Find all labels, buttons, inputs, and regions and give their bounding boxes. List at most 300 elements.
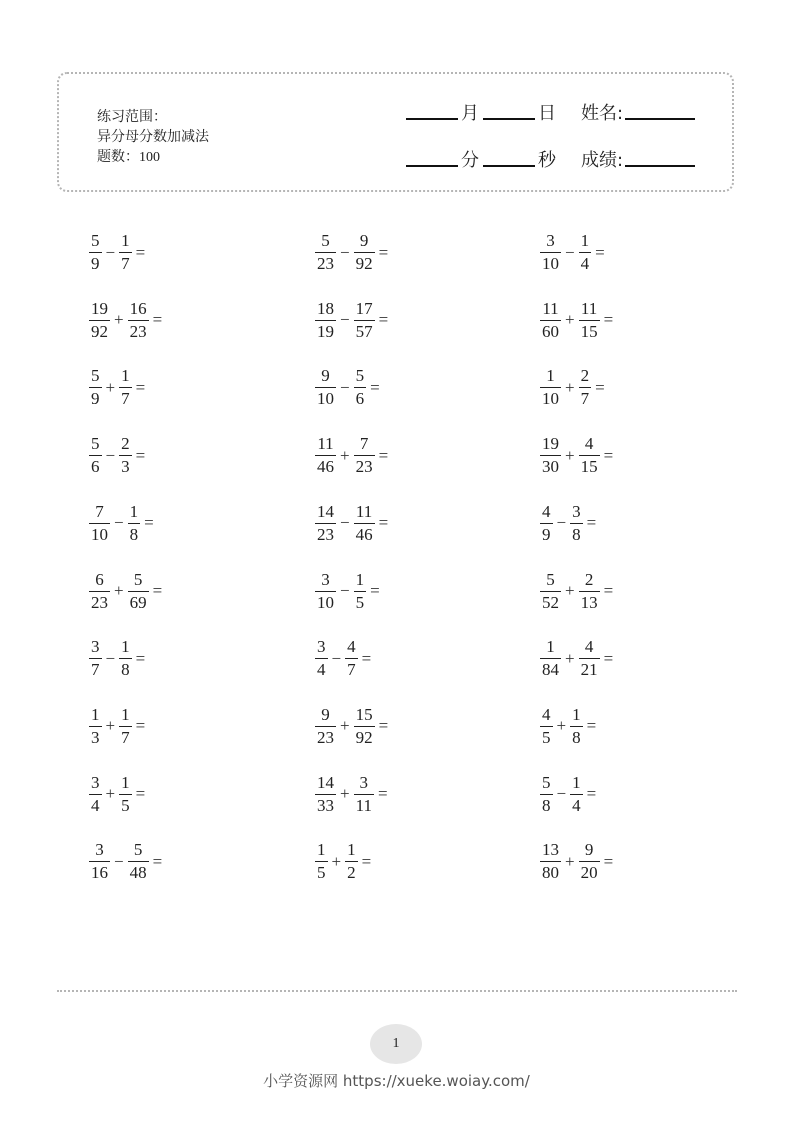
fraction-bar (579, 387, 592, 388)
numerator: 5 (133, 840, 143, 860)
denominator: 23 (129, 321, 147, 341)
numerator: 3 (91, 772, 100, 792)
fraction-bar (540, 252, 561, 253)
fraction-b (345, 841, 358, 882)
numerator: 3 (317, 637, 326, 657)
minute-blank[interactable] (406, 165, 458, 167)
equals-sign: = (135, 648, 146, 668)
denominator: 5 (121, 795, 130, 815)
numerator: 5 (355, 366, 365, 386)
numerator: 18 (317, 298, 334, 318)
problem-item (315, 841, 371, 882)
problem-item (315, 638, 371, 679)
numerator: 1 (129, 501, 139, 521)
equals-sign: = (378, 513, 389, 533)
fraction-a (89, 435, 102, 476)
second-label: 秒 (538, 150, 556, 171)
day-label: 日 (538, 103, 556, 124)
fraction-b (579, 435, 600, 476)
denominator: 19 (317, 321, 334, 341)
fraction-b (579, 367, 592, 408)
numerator: 1 (317, 840, 326, 860)
fraction-b (579, 300, 600, 341)
equals-sign: = (144, 513, 154, 533)
numerator: 5 (546, 569, 555, 589)
equals-sign: = (595, 377, 605, 397)
fraction-b (119, 638, 132, 679)
fraction-a (89, 638, 102, 679)
operator: − (331, 648, 342, 668)
numerator: 19 (91, 298, 108, 318)
equals-sign: = (361, 851, 372, 871)
denominator: 7 (91, 660, 100, 680)
fraction-bar (89, 455, 102, 456)
problem-item (540, 841, 613, 882)
fraction-b (119, 706, 132, 747)
fraction-a (540, 638, 561, 679)
fraction-bar (315, 861, 328, 862)
fraction-bar (354, 794, 374, 795)
denominator: 6 (355, 389, 365, 409)
denominator: 92 (355, 254, 373, 273)
fraction-b (579, 638, 600, 679)
equals-sign: = (586, 716, 597, 736)
fraction-bar (354, 726, 375, 727)
denominator: 92 (355, 727, 373, 747)
fraction-bar (89, 523, 110, 524)
fraction-a (540, 503, 553, 544)
problem-item (315, 232, 388, 273)
question-count (97, 147, 209, 168)
name-label: 姓名: (581, 103, 624, 124)
fraction-bar (354, 523, 375, 524)
denominator: 23 (317, 524, 334, 544)
numerator: 1 (355, 569, 365, 589)
denominator: 16 (91, 863, 108, 883)
equals-sign: = (152, 310, 163, 330)
operator: + (105, 716, 116, 736)
topic-title: 异分母分数加减法 (97, 129, 209, 145)
page-number: 1 (392, 1036, 400, 1051)
equals-sign: = (135, 242, 146, 262)
problem-item (315, 435, 388, 476)
denominator: 30 (542, 457, 559, 477)
problem-item (89, 232, 145, 273)
denominator: 4 (572, 795, 581, 815)
denominator: 52 (542, 592, 559, 612)
fraction-b (354, 435, 375, 476)
fraction-bar (540, 658, 561, 659)
fraction-bar (119, 726, 132, 727)
footer-divider (57, 990, 737, 992)
numerator: 7 (359, 434, 369, 454)
fraction-a (540, 300, 561, 341)
equals-sign: = (603, 310, 614, 330)
fraction-b (354, 571, 367, 612)
fraction-bar (315, 523, 336, 524)
operator: + (114, 310, 124, 330)
denominator: 3 (91, 727, 100, 747)
fraction-bar (315, 726, 336, 727)
fraction-a (540, 841, 561, 882)
fraction-a (540, 367, 561, 408)
operator: + (105, 377, 116, 397)
denominator: 46 (317, 457, 334, 477)
fraction-bar (540, 387, 561, 388)
problem-item (89, 774, 145, 815)
equals-sign: = (378, 716, 389, 736)
denominator: 10 (317, 592, 334, 612)
numerator: 1 (572, 772, 581, 792)
operator: + (565, 310, 575, 330)
fraction-bar (128, 320, 149, 321)
numerator: 3 (546, 231, 555, 250)
denominator: 7 (347, 660, 356, 680)
numerator: 11 (542, 298, 559, 318)
fraction-b (128, 503, 141, 544)
fraction-bar (570, 794, 583, 795)
second-blank[interactable] (483, 165, 535, 167)
fraction-bar (119, 252, 132, 253)
numerator: 3 (321, 569, 330, 589)
fraction-b (119, 367, 132, 408)
denominator: 9 (542, 524, 551, 544)
fraction-b (579, 232, 592, 273)
fraction-bar (315, 591, 336, 592)
operator: − (340, 310, 350, 330)
numerator: 19 (542, 434, 559, 454)
fraction-bar (354, 320, 375, 321)
numerator: 5 (91, 434, 100, 454)
fraction-b (119, 232, 132, 273)
denominator: 8 (542, 795, 551, 815)
score-label: 成绩: (581, 150, 624, 171)
equals-sign: = (586, 784, 597, 804)
fraction-bar (579, 455, 600, 456)
fraction-bar (89, 591, 110, 592)
numerator: 9 (321, 704, 330, 724)
fraction-bar (579, 658, 600, 659)
operator: + (340, 716, 350, 736)
problem-item (315, 300, 388, 341)
problem-item (315, 571, 380, 612)
problem-item (89, 706, 145, 747)
numerator: 6 (95, 569, 104, 589)
fraction-a (89, 232, 102, 273)
equals-sign: = (135, 377, 146, 397)
denominator: 69 (129, 592, 147, 612)
fraction-bar (354, 591, 367, 592)
numerator: 7 (95, 501, 104, 521)
denominator: 46 (355, 524, 373, 544)
problem-item (540, 435, 613, 476)
equals-sign: = (377, 784, 388, 804)
operator: + (331, 851, 342, 871)
fraction-bar (570, 726, 583, 727)
denominator: 5 (317, 863, 326, 883)
numerator: 2 (580, 366, 590, 386)
denominator: 23 (317, 254, 334, 273)
date-name-row (406, 99, 695, 125)
denominator: 9 (91, 254, 100, 273)
fraction-bar (315, 320, 336, 321)
equals-sign: = (603, 445, 614, 465)
numerator: 5 (133, 569, 143, 589)
fraction-bar (119, 658, 132, 659)
fraction-b (354, 774, 374, 815)
numerator: 1 (580, 231, 590, 250)
fraction-b (119, 774, 132, 815)
fraction-a (315, 638, 328, 679)
fraction-a (540, 774, 553, 815)
numerator: 1 (121, 231, 130, 250)
page-number-badge (370, 1024, 422, 1064)
fraction-a (315, 503, 336, 544)
fraction-b (345, 638, 358, 679)
fraction-a (315, 571, 336, 612)
fraction-a (315, 841, 328, 882)
numerator: 14 (317, 501, 334, 521)
denominator: 7 (121, 254, 130, 273)
equals-sign: = (378, 310, 389, 330)
fraction-bar (315, 658, 328, 659)
month-label: 月 (461, 103, 479, 124)
equals-sign: = (152, 581, 163, 600)
count-value: 100 (139, 150, 160, 165)
equals-sign: = (135, 445, 146, 465)
denominator: 21 (580, 660, 598, 680)
fraction-b (579, 571, 600, 612)
denominator: 23 (317, 727, 334, 747)
problem-item (315, 774, 388, 815)
numerator: 3 (572, 501, 581, 521)
equals-sign: = (370, 377, 380, 397)
denominator: 13 (580, 592, 598, 612)
name-blank[interactable] (625, 118, 695, 120)
operator: + (565, 581, 575, 600)
operator: − (565, 242, 575, 262)
fraction-bar (540, 455, 561, 456)
fraction-b (570, 503, 583, 544)
fraction-b (354, 503, 375, 544)
denominator: 4 (317, 660, 326, 680)
numerator: 13 (542, 840, 559, 860)
operator: + (565, 851, 575, 871)
numerator: 4 (584, 434, 594, 454)
numerator: 1 (121, 637, 130, 657)
fraction-bar (119, 455, 132, 456)
fraction-a (89, 571, 110, 612)
equals-sign: = (603, 648, 614, 668)
denominator: 10 (91, 524, 108, 544)
numerator: 11 (355, 501, 373, 521)
problem-item (540, 300, 613, 341)
fraction-b (354, 367, 367, 408)
fraction-bar (128, 523, 141, 524)
denominator: 3 (121, 457, 130, 477)
fraction-bar (540, 726, 553, 727)
fraction-bar (579, 861, 600, 862)
denominator: 92 (91, 321, 108, 341)
denominator: 8 (129, 524, 139, 544)
numerator: 3 (359, 772, 369, 792)
fraction-bar (540, 794, 553, 795)
fraction-a (540, 571, 561, 612)
equals-sign: = (370, 581, 380, 600)
problem-item (89, 841, 162, 882)
operator: + (565, 648, 575, 668)
operator: − (556, 513, 567, 533)
problem-item (540, 774, 596, 815)
denominator: 7 (121, 389, 130, 409)
operator: − (105, 648, 116, 668)
numerator: 4 (584, 637, 594, 657)
denominator: 84 (542, 660, 559, 680)
denominator: 80 (542, 863, 559, 883)
numerator: 5 (91, 366, 100, 386)
fraction-a (89, 841, 110, 882)
problem-item (315, 367, 380, 408)
numerator: 1 (546, 637, 555, 657)
numerator: 5 (91, 231, 100, 250)
numerator: 4 (347, 637, 356, 657)
fraction-bar (89, 320, 110, 321)
problem-item (540, 571, 613, 612)
denominator: 6 (91, 457, 100, 477)
operator: − (105, 445, 116, 465)
operator: − (340, 513, 350, 533)
fraction-bar (89, 861, 110, 862)
operator: − (340, 242, 350, 262)
denominator: 5 (542, 727, 551, 747)
count-label: 题数： (97, 149, 139, 165)
fraction-bar (315, 387, 336, 388)
operator: − (340, 581, 350, 600)
equals-sign: = (378, 445, 389, 465)
numerator: 15 (355, 704, 373, 724)
fraction-a (540, 232, 561, 273)
numerator: 3 (91, 637, 100, 657)
equals-sign: = (152, 851, 163, 871)
fraction-b (128, 841, 149, 882)
fraction-b (579, 841, 600, 882)
numerator: 1 (347, 840, 356, 860)
problem-item (540, 706, 596, 747)
fraction-bar (570, 523, 583, 524)
equals-sign: = (586, 513, 597, 533)
fraction-bar (345, 658, 358, 659)
numerator: 17 (355, 298, 373, 318)
fraction-a (315, 300, 336, 341)
problem-item (540, 232, 605, 273)
operator: − (114, 513, 124, 533)
fraction-bar (579, 320, 600, 321)
fraction-b (570, 706, 583, 747)
fraction-bar (89, 387, 102, 388)
fraction-bar (315, 455, 336, 456)
numerator: 3 (95, 840, 104, 860)
fraction-b (354, 232, 375, 273)
denominator: 4 (91, 795, 100, 815)
numerator: 5 (321, 231, 330, 250)
equals-sign: = (361, 648, 372, 668)
problem-item (89, 571, 162, 612)
fraction-bar (89, 794, 102, 795)
numerator: 1 (572, 704, 581, 724)
denominator: 9 (91, 389, 100, 409)
problem-item (89, 503, 154, 544)
denominator: 2 (347, 863, 356, 883)
fraction-bar (354, 387, 367, 388)
denominator: 10 (317, 389, 334, 409)
denominator: 20 (580, 863, 598, 883)
denominator: 15 (580, 457, 598, 477)
fraction-bar (128, 591, 149, 592)
fraction-b (354, 706, 375, 747)
fraction-bar (89, 252, 102, 253)
fraction-a (315, 706, 336, 747)
numerator: 2 (584, 569, 594, 589)
fraction-a (89, 706, 102, 747)
denominator: 10 (542, 389, 559, 409)
fraction-bar (315, 252, 336, 253)
month-blank[interactable] (406, 118, 458, 120)
operator: + (556, 716, 567, 736)
fraction-a (89, 367, 102, 408)
problem-item (89, 435, 145, 476)
equals-sign: = (603, 581, 614, 600)
fraction-a (315, 774, 336, 815)
numerator: 9 (359, 231, 369, 250)
denominator: 23 (91, 592, 108, 612)
denominator: 7 (580, 389, 590, 409)
worksheet-info (97, 107, 209, 168)
numerator: 2 (121, 434, 130, 454)
day-blank[interactable] (483, 118, 535, 120)
numerator: 5 (542, 772, 551, 792)
problem-item (89, 367, 145, 408)
denominator: 48 (129, 863, 147, 883)
fraction-b (128, 300, 149, 341)
score-blank[interactable] (625, 165, 695, 167)
equals-sign: = (135, 784, 146, 804)
numerator: 9 (321, 366, 330, 386)
numerator: 14 (317, 772, 334, 792)
problem-item (89, 300, 162, 341)
operator: − (340, 377, 350, 397)
equals-sign: = (135, 716, 146, 736)
fraction-a (89, 774, 102, 815)
numerator: 1 (91, 704, 100, 724)
denominator: 11 (355, 795, 372, 815)
fraction-b (128, 571, 149, 612)
problem-item (540, 503, 596, 544)
equals-sign: = (378, 242, 389, 262)
problem-item (315, 706, 388, 747)
fraction-bar (540, 591, 561, 592)
numerator: 1 (121, 366, 130, 386)
numerator: 11 (317, 434, 334, 454)
fraction-bar (540, 320, 561, 321)
fraction-bar (119, 387, 132, 388)
denominator: 57 (355, 321, 373, 341)
operator: + (565, 445, 575, 465)
denominator: 4 (580, 254, 590, 273)
fraction-a (89, 503, 110, 544)
numerator: 1 (121, 772, 130, 792)
fraction-a (315, 435, 336, 476)
numerator: 4 (542, 501, 551, 521)
